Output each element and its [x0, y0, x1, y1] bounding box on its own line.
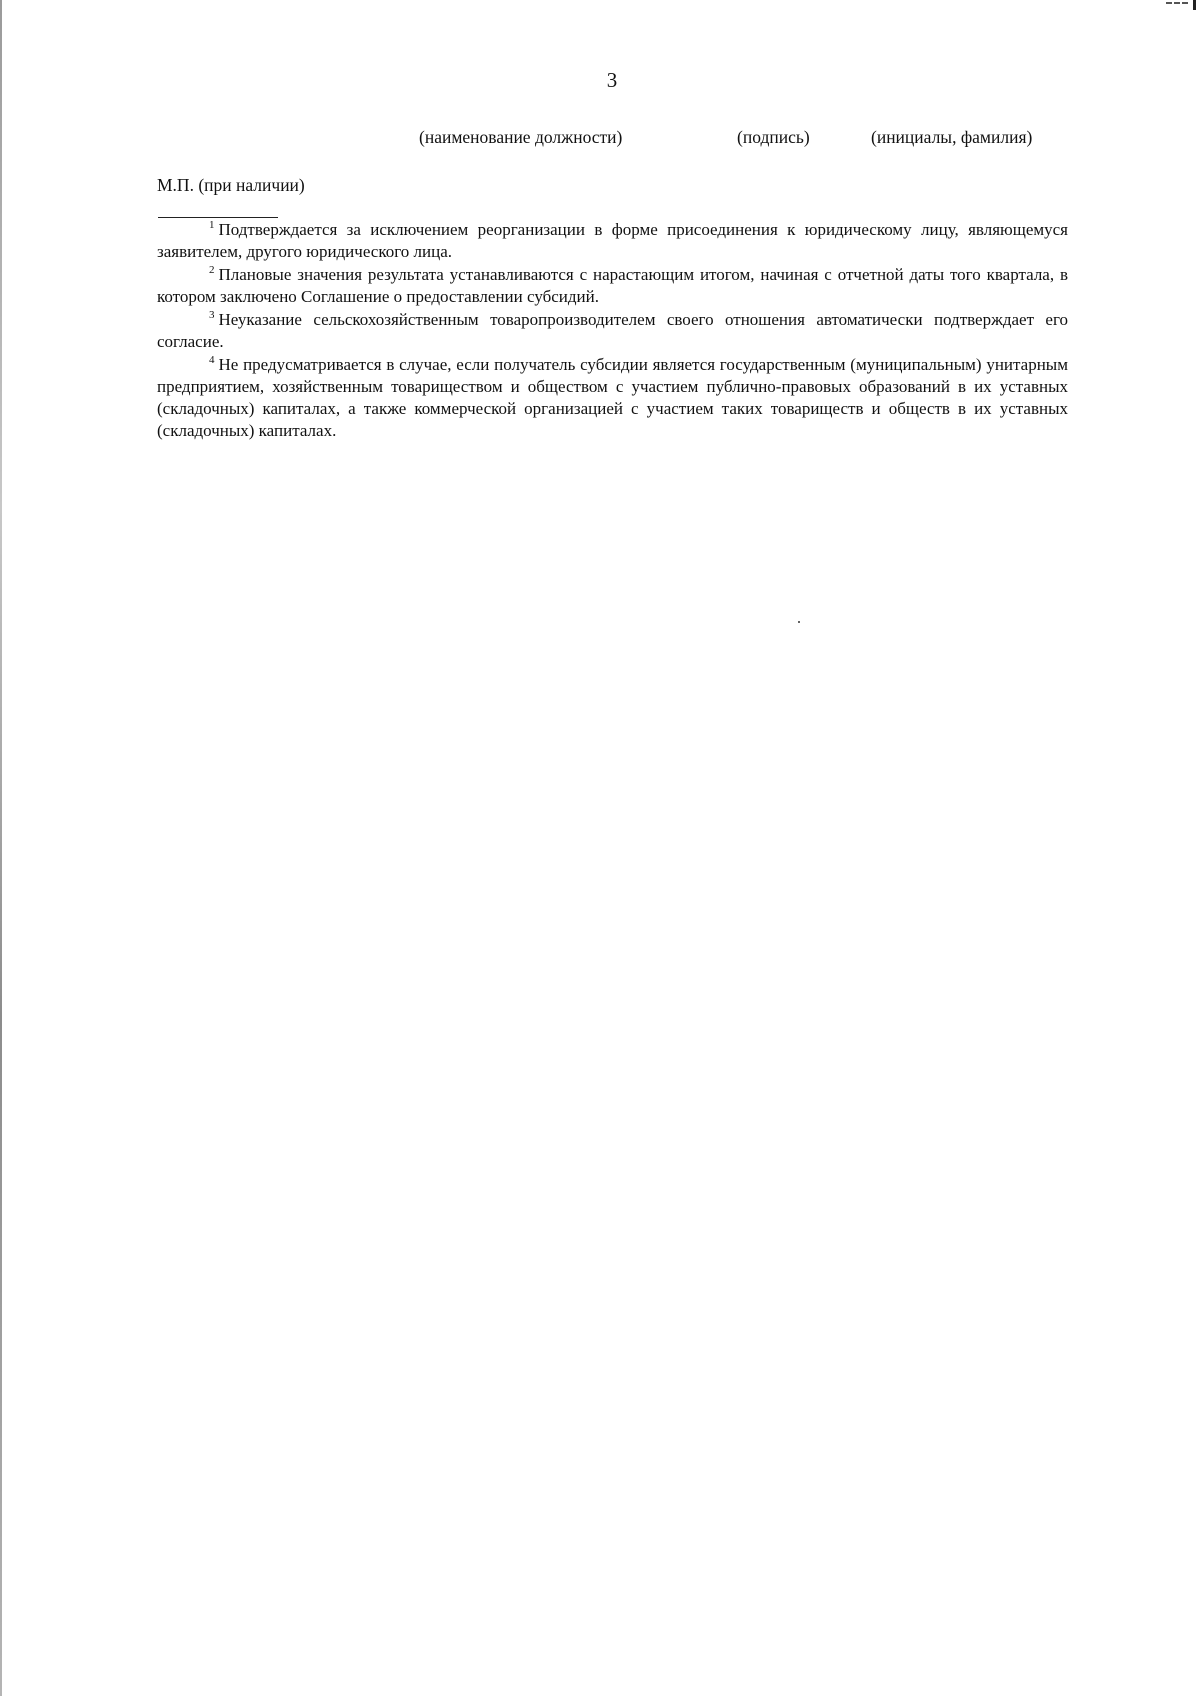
footnote-2 [157, 264, 1068, 308]
footnote-mark: 4 [209, 354, 215, 366]
footnote-4 [157, 354, 1068, 442]
scan-corner-dash [1166, 2, 1188, 6]
scan-speck [798, 621, 800, 623]
page-number: 3 [606, 68, 618, 92]
footnote-separator [158, 217, 278, 218]
footnote-text: Неуказание сельскохозяйственным товаропроизводителем своего отношения автоматически подтверждает его согласие. [157, 310, 1068, 351]
caption-position-title: (наименование должности) [419, 127, 623, 147]
footnote-mark: 1 [209, 219, 215, 231]
scan-corner-mark [1160, 0, 1200, 10]
caption-signature: (подпись) [737, 127, 810, 147]
footnote-text: Плановые значения результата устанавливаются с нарастающим итогом, начиная с отчетной даты того квартала, в котором заключено Соглашение о предоставлении субсидий. [157, 265, 1068, 306]
scan-corner-bar [1193, 0, 1196, 10]
caption-initials-surname: (инициалы, фамилия) [871, 127, 1033, 147]
footnote-mark: 2 [209, 264, 215, 276]
footnote-1 [157, 219, 1068, 263]
footnote-mark: 3 [209, 309, 215, 321]
footnote-text: Подтверждается за исключением реорганизации в форме присоединения к юридическому лицу, являющемуся заявителем, другого юридического лица. [157, 220, 1068, 261]
footnote-text: Не предусматривается в случае, если получатель субсидии является государственным (муниципальным) унитарным предприятием, хозяйственным товариществом и обществом с участием публично-правовых образований в их уставных (складочных) капиталах, а также коммерческой организацией с участием таких товариществ и обществ в их уставных (складочных) капиталах. [157, 355, 1068, 440]
footnote-3 [157, 309, 1068, 353]
footnotes-block [157, 219, 1068, 443]
stamp-place-note: М.П. (при наличии) [157, 175, 305, 195]
scan-edge-artifact [0, 0, 2, 1696]
